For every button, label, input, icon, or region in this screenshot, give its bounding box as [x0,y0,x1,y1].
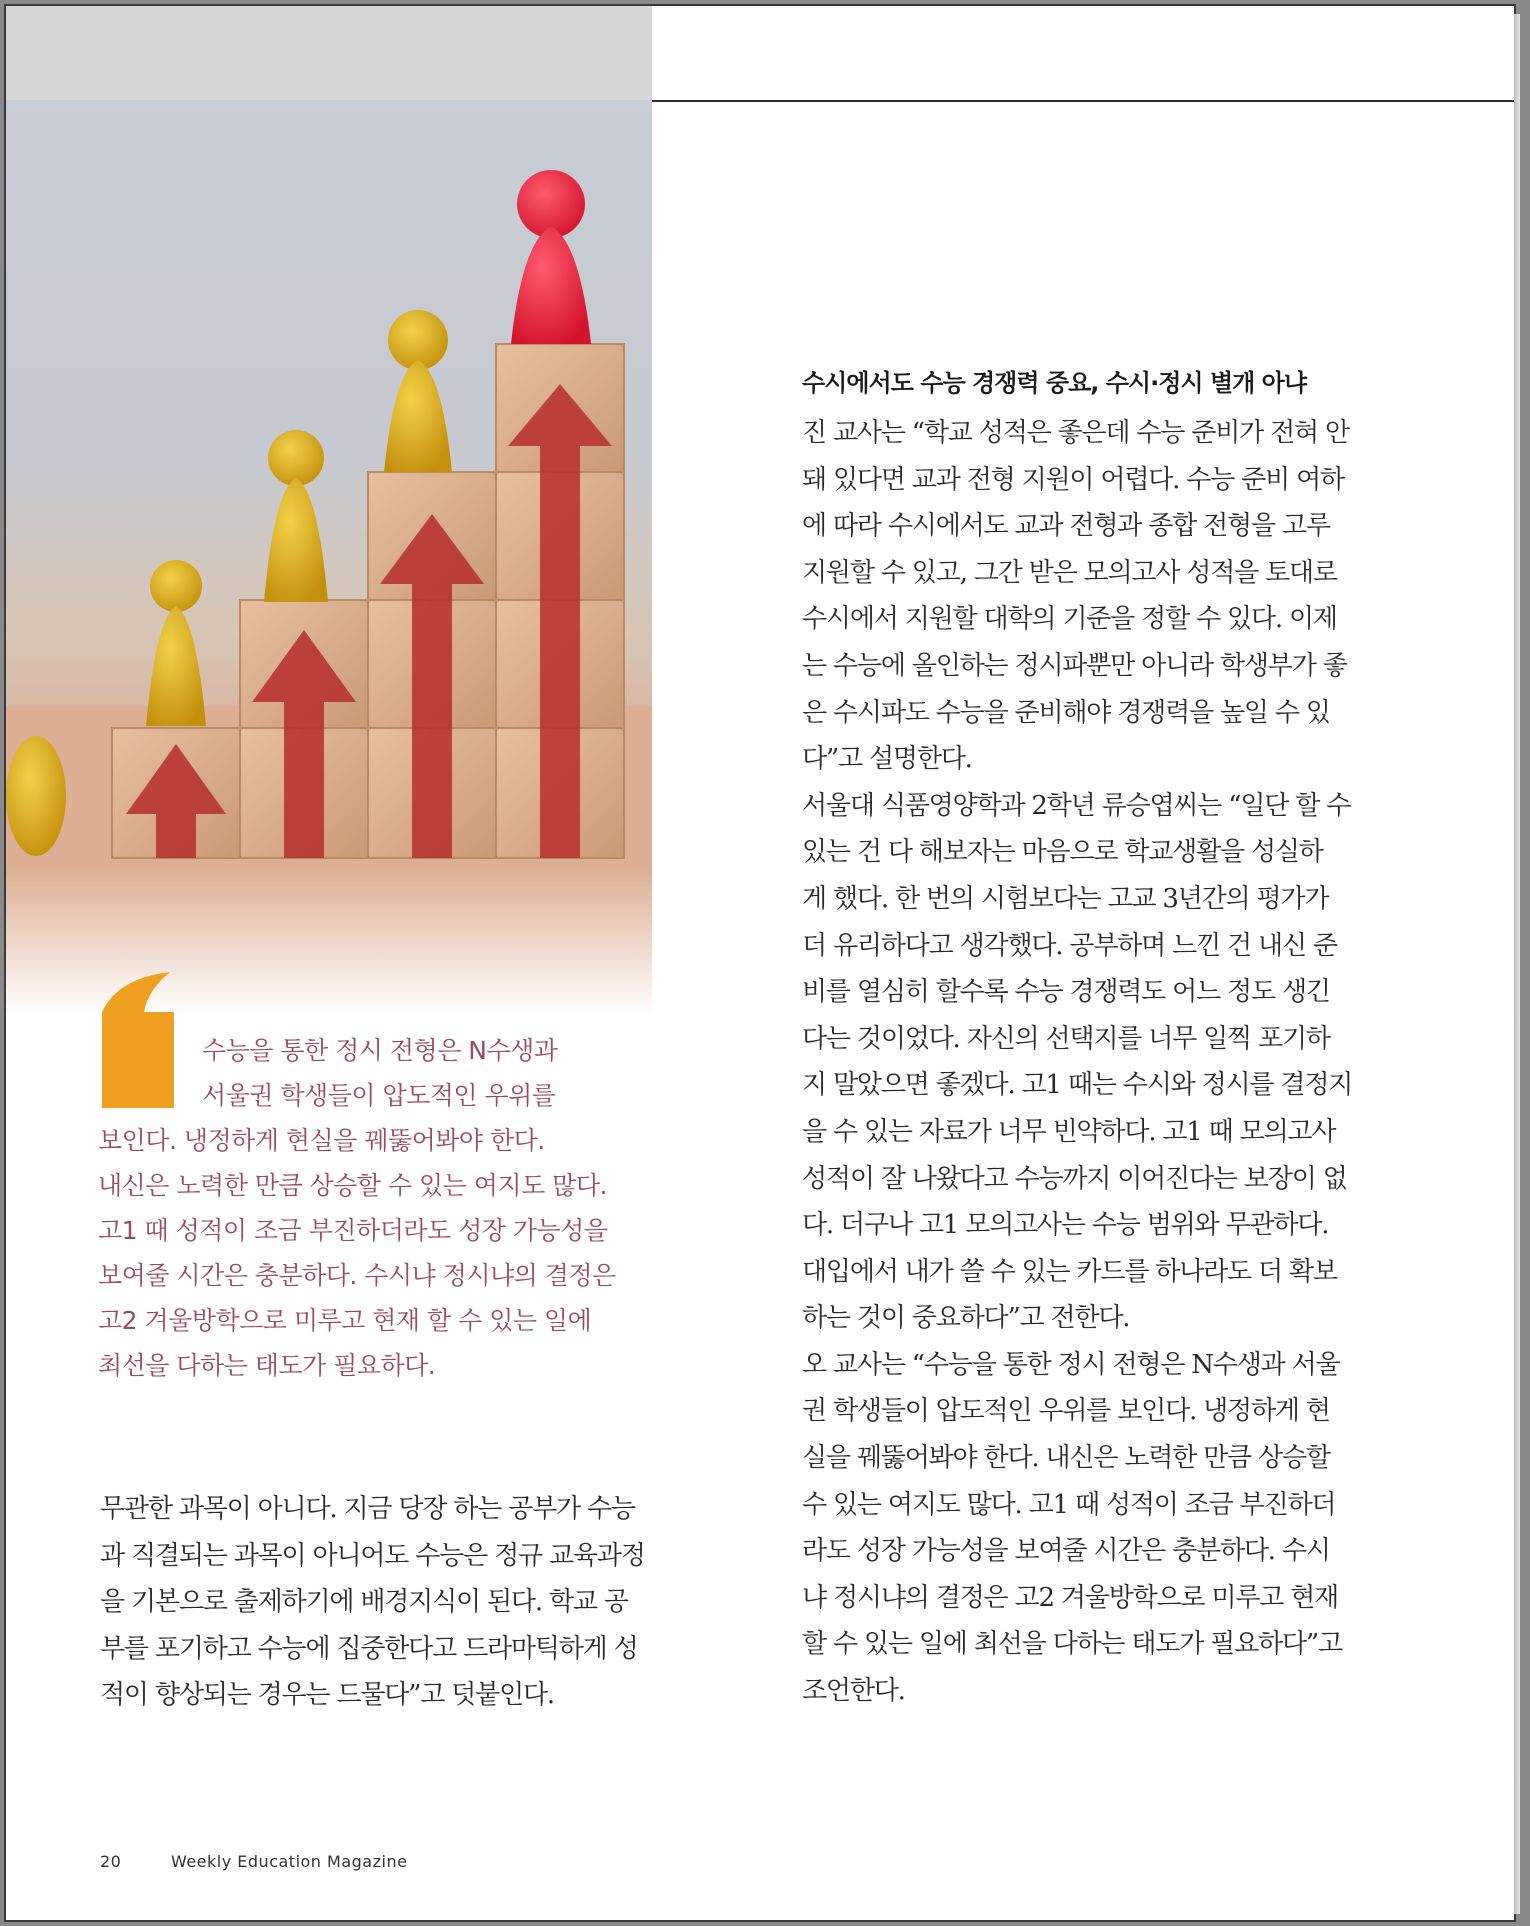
text-line: 은 수시파도 수능을 준비해야 경쟁력을 높일 수 있 [802,697,1330,728]
text-line: 게 했다. 한 번의 시험보다는 고교 3년간의 평가가 [802,883,1329,914]
text-line: 하는 것이 중요하다”고 전한다. [802,1303,1130,1334]
page-number: 20 [100,1852,122,1871]
pull-quote-line: 최선을 다하는 태도가 필요하다. [98,1351,436,1380]
text-line: 더 유리하다고 생각했다. 공부하며 느낀 건 내신 준 [802,930,1337,961]
pull-quote-line: 보여줄 시간은 충분하다. 수시냐 정시냐의 결정은 [98,1261,616,1290]
magazine-page [4,4,1516,1922]
text-line: 을 수 있는 자료가 너무 빈약하다. 고1 때 모의고사 [802,1116,1336,1147]
text-line: 지 말았으면 좋겠다. 고1 때는 수시와 정시를 결정지 [802,1070,1353,1101]
pull-quote-line: 내신은 노력한 만큼 상승할 수 있는 여지도 많다. [98,1171,607,1200]
text-line: 성적이 잘 나왔다고 수능까지 이어진다는 보장이 없 [802,1163,1347,1194]
pull-quote [98,1028,658,1388]
top-rule-divider [652,100,1514,102]
text-line: 할 수 있는 일에 최선을 다하는 태도가 필요하다”고 [802,1629,1342,1660]
pull-quote-line: 보인다. 냉정하게 현실을 꿰뚫어봐야 한다. [98,1126,545,1155]
magazine-name: Weekly Education Magazine [170,1852,408,1871]
text-line: 다는 것이었다. 자신의 선택지를 너무 일찍 포기하 [802,1023,1330,1054]
text-line: 지원할 수 있고, 그간 받은 모의고사 성적을 토대로 [802,557,1337,588]
pull-quote-line: 고1 때 성적이 조금 부진하더라도 성장 가능성을 [98,1216,608,1245]
text-line: 비를 열심히 할수록 수능 경쟁력도 어느 정도 생긴 [802,977,1330,1008]
text-line: 과 직결되는 과목이 아니어도 수능은 정규 교육과정 [100,1540,645,1571]
left-column-text [100,1486,660,1719]
right-column-text [802,410,1362,1715]
text-line: 조언한다. [802,1676,905,1707]
text-line: 냐 정시냐의 결정은 고2 겨울방학으로 미루고 현재 [802,1582,1339,1613]
pull-quote-line: 서울권 학생들이 압도적인 우위를 [202,1081,556,1110]
text-line: 부를 포기하고 수능에 집중한다고 드라마틱하게 성 [100,1633,638,1664]
text-line: 대입에서 내가 쓸 수 있는 카드를 하나라도 더 확보 [802,1256,1337,1287]
text-line: 에 따라 수시에서도 교과 전형과 종합 전형을 고루 [802,511,1330,542]
text-line: 다”고 설명한다. [802,744,972,775]
text-line: 라도 성장 가능성을 보여줄 시간은 충분하다. 수시 [802,1536,1330,1567]
pull-quote-line: 고2 겨울방학으로 미루고 현재 할 수 있는 일에 [98,1306,592,1335]
text-line: 무관한 과목이 아니다. 지금 당장 하는 공부가 수능 [100,1494,635,1524]
text-line: 실을 꿰뚫어봐야 한다. 내신은 노력한 만큼 상승할 [802,1443,1330,1474]
text-line: 는 수능에 올인하는 정시파뿐만 아니라 학생부가 좋 [802,650,1347,681]
text-line: 오 교사는 “수능을 통한 정시 전형은 N수생과 서울 [802,1349,1340,1380]
page-edge-shadow [1514,14,1520,1914]
page-footer [100,1852,407,1871]
text-line: 돼 있다면 교과 전형 지원이 어렵다. 수능 준비 여하 [802,464,1344,495]
text-line: 수 있는 여지도 많다. 고1 때 성적이 조금 부진하더 [802,1489,1336,1520]
text-line: 진 교사는 “학교 성적은 좋은데 수능 준비가 전혀 안 [802,418,1349,448]
text-line: 있는 건 다 해보자는 마음으로 학교생활을 성실하 [802,837,1323,868]
text-line: 권 학생들이 압도적인 우위를 보인다. 냉정하게 현 [802,1396,1330,1427]
text-line: 서울대 식품영양학과 2학년 류승엽씨는 “일단 할 수 [802,790,1351,821]
text-line: 다. 더구나 고1 모의고사는 수능 범위와 무관하다. [802,1210,1329,1241]
staircase-photo [6,6,652,1016]
text-line: 수시에서 지원할 대학의 기준을 정할 수 있다. 이제 [802,604,1337,635]
pull-quote-line: 수능을 통한 정시 전형은 N수생과 [202,1036,558,1065]
text-line: 을 기본으로 출제하기에 배경지식이 된다. 학교 공 [100,1587,628,1618]
text-line: 적이 향상되는 경우는 드물다”고 덧붙인다. [100,1680,554,1711]
section-heading: 수시에서도 수능 경쟁력 중요, 수시·정시 별개 아냐 [802,369,1307,397]
